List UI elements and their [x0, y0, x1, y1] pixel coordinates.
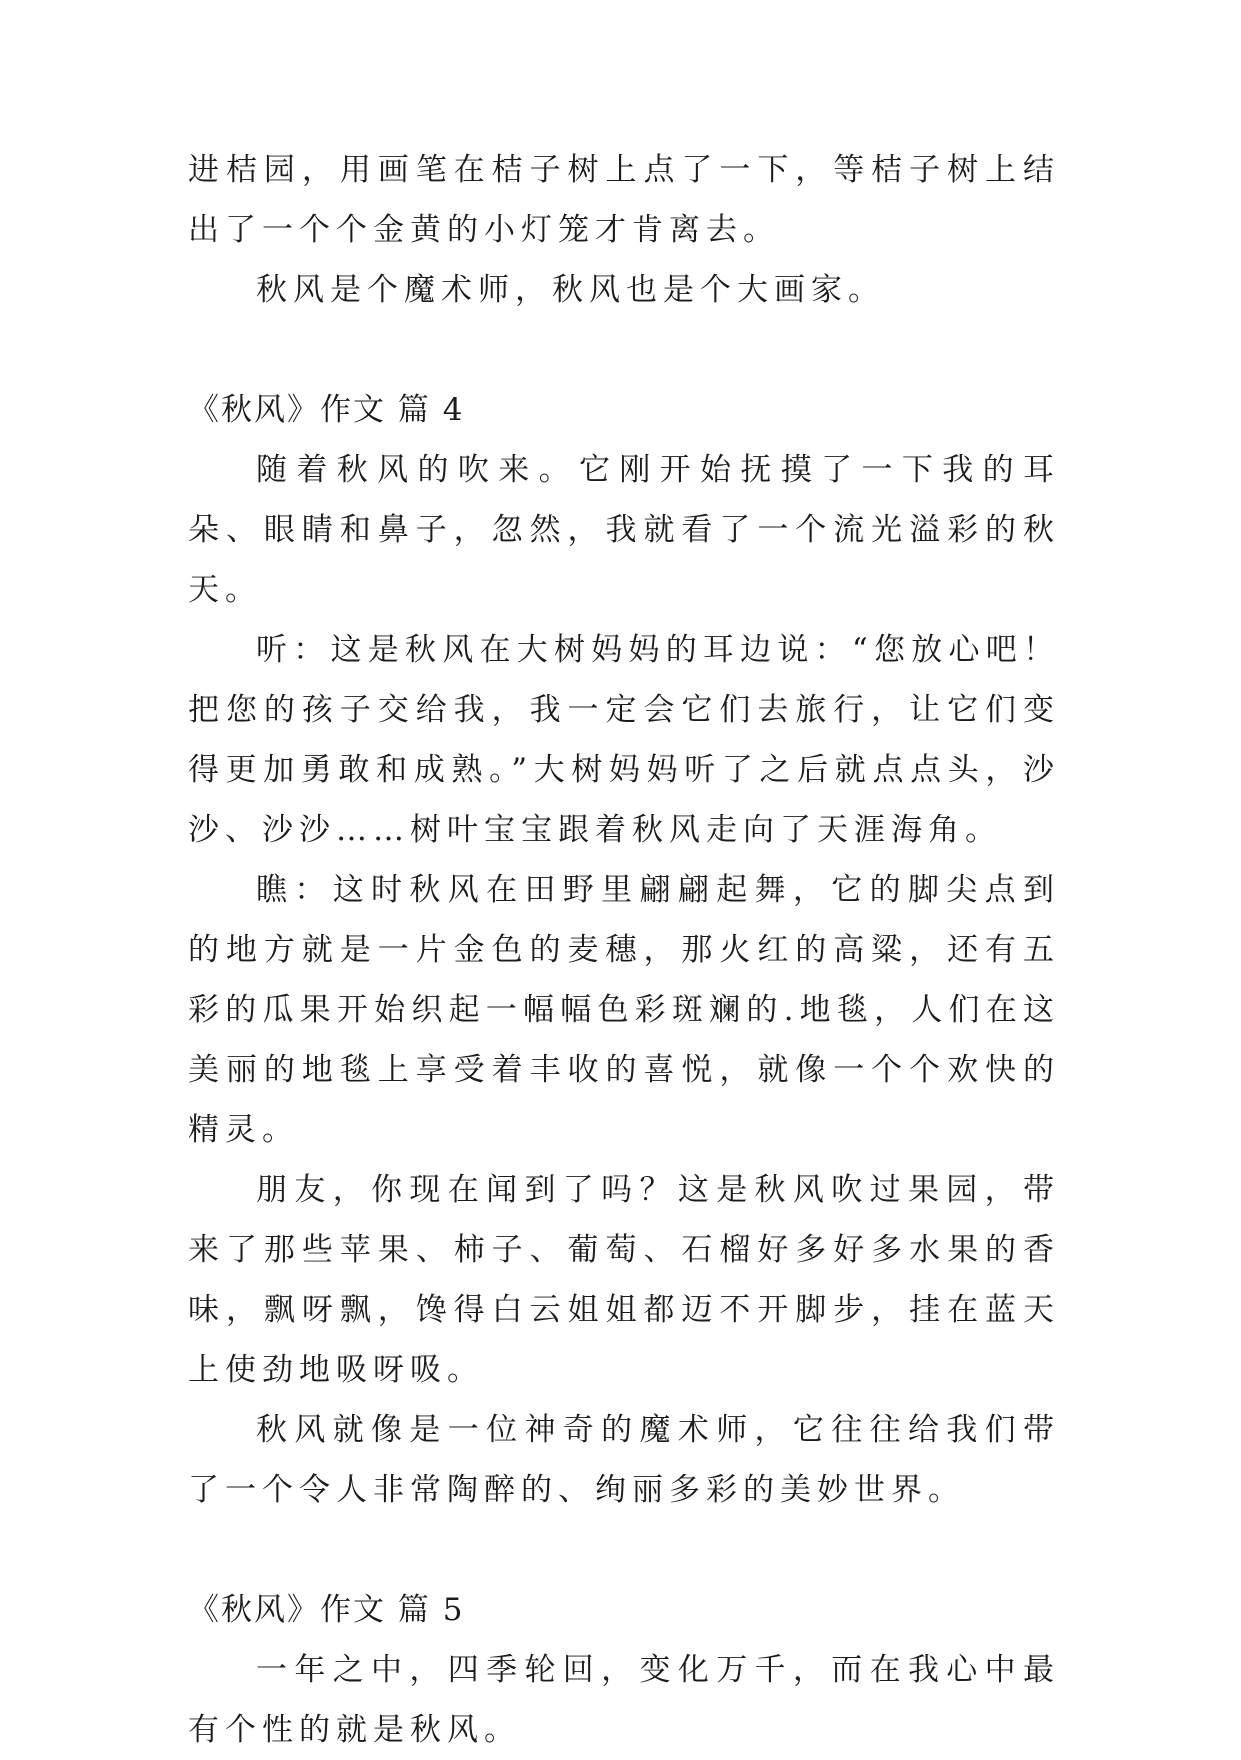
section-4-title: 《秋风》作文 篇 4	[188, 392, 465, 428]
section-4-paragraph-1: 随着秋风的吹来。它刚开始抚摸了一下我的耳朵、眼睛和鼻子，忽然，我就看了一个流光溢彩的秋天。	[188, 452, 1060, 608]
section-4-paragraph-2: 听：这是秋风在大树妈妈的耳边说：“您放心吧！把您的孩子交给我，我一定会它们去旅行，让它们变得更加勇敢和成熟。”大树妈妈听了之后就点点头，沙沙、沙沙……树叶宝宝跟着秋风走向了天涯海角。	[188, 632, 1060, 848]
section-4-paragraph-3: 瞧：这时秋风在田野里翩翩起舞，它的脚尖点到的地方就是一片金色的麦穗，那火红的高粱，还有五彩的瓜果开始织起一幅幅色彩斑斓的.地毯，人们在这美丽的地毯上享受着丰收的喜悦，就像一个个欢快的精灵。	[188, 872, 1060, 1148]
section-5-paragraph-1: 一年之中，四季轮回，变化万千，而在我心中最有个性的就是秋风。	[188, 1652, 1060, 1748]
paragraph: 秋风是个魔术师，秋风也是个大画家。	[256, 272, 885, 308]
section-4-paragraph-4: 朋友，你现在闻到了吗？这是秋风吹过果园，带来了那些苹果、柿子、葡萄、石榴好多好多水果的香味，飘呀飘，馋得白云姐姐都迈不开脚步，挂在蓝天上使劲地吸呀吸。	[188, 1172, 1060, 1388]
document-body	[188, 140, 1060, 1760]
section-4-paragraph-5: 秋风就像是一位神奇的魔术师，它往往给我们带了一个令人非常陶醉的、绚丽多彩的美妙世界。	[188, 1412, 1060, 1508]
section-5-title: 《秋风》作文 篇 5	[188, 1592, 465, 1628]
section-gap	[188, 1520, 1060, 1580]
paragraph-continued: 进桔园，用画笔在桔子树上点了一下，等桔子树上结出了一个个金黄的小灯笼才肯离去。	[188, 152, 1060, 248]
section-gap	[188, 320, 1060, 380]
